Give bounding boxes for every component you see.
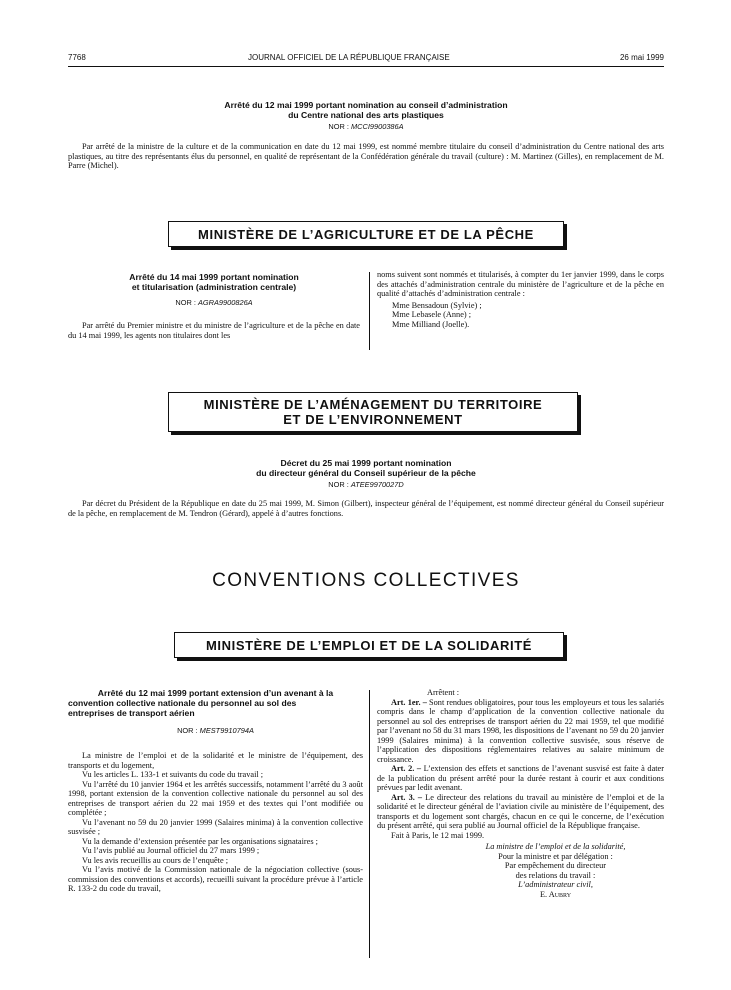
visa-paragraph: Vu l’avis publié au Journal officiel du 27 mars 1999 ; [82, 846, 260, 855]
nor-reference: NOR : AGRA9900826A [175, 298, 253, 307]
journal-title: JOURNAL OFFICIEL DE LA RÉPUBLIQUE FRANÇAISE [248, 53, 450, 62]
article-2: Art. 2. – L’extension des effets et sanctions de l’avenant susvisé est faite à dater de la publication du présent arrêté pour la durée restant à courir et aux conditions prévues par ledit avenant. [377, 764, 664, 792]
issue-date: 26 mai 1999 [619, 53, 664, 62]
nor-code: ATEE9970027D [350, 480, 404, 489]
arrete-title [68, 100, 664, 120]
section-emploi-right [377, 688, 664, 899]
ministry-box-agriculture: MINISTÈRE DE L’AGRICULTURE ET DE LA PÊCHE [168, 221, 564, 247]
arrete-body: Par arrêté du Premier ministre et du ministre de l’agriculture et de la pêche en date du 14 mai 1999, les agents non titulaires dont les [68, 321, 360, 340]
visa-paragraph: Vu les articles L. 133-1 et suivants du code du travail ; [82, 770, 264, 779]
header-rule [68, 66, 664, 67]
column-divider [369, 272, 370, 350]
ministry-box-amenagement: MINISTÈRE DE L’AMÉNAGEMENT DU TERRITOIRE ET DE L’ENVIRONNEMENT [168, 392, 578, 432]
nor-code: MEST9910794A [199, 726, 254, 735]
nor-code: AGRA9900826A [197, 298, 253, 307]
section-agriculture-left [68, 272, 360, 340]
section-culture-arrete [68, 100, 664, 171]
arrete-body: Par arrêté de la ministre de la culture et de la communication en date du 12 mai 1999, est nommé membre titulaire du conseil d’administration du Centre national des arts plastiques, au titre des représentants élus du personnel, en qualité de représentant de la Confédération générale du travail (culture) : M. Martinez (Gilles), en remplacement de M. Parre (Michel). [68, 142, 664, 170]
nor-reference: NOR : MCCI9900386A [328, 122, 404, 131]
nor-reference: NOR : MEST9910794A [177, 726, 254, 735]
conventions-heading: CONVENTIONS COLLECTIVES [212, 570, 520, 591]
arrete-title: Arrêté du 12 mai 1999 portant extension d’un avenant à la convention collective nationale du personnel au sol des entreprises de transport aérien [68, 688, 334, 718]
visa-paragraph: Vu les avis recueillis au cours de l’enquête ; [82, 855, 229, 865]
ministry-box-emploi: MINISTÈRE DE L’EMPLOI ET DE LA SOLIDARITÉ [174, 632, 564, 658]
visa-paragraph: La ministre de l’emploi et de la solidarité et le ministre de l’équipement, des transports et du logement, [68, 751, 363, 770]
visa-paragraph: Vu l’avis motivé de la Commission nationale de la négociation collective (sous-commission des conventions et accords), recueilli suivant la procédure prévue à l’article R. 133-2 du code du travail, [68, 865, 363, 893]
nor-code: MCCI9900386A [351, 122, 404, 131]
fait-a-paris: Fait à Paris, le 12 mai 1999. [391, 830, 485, 840]
visas [68, 751, 363, 894]
signature-block: La ministre de l’emploi et de la solidarité, Pour la ministre et par délégation : Par empêchement du directeur des relations du travail : L’administrateur civil, E. Aubry [377, 842, 664, 899]
running-header [68, 53, 664, 65]
articles [377, 688, 664, 840]
nor-reference: NOR : ATEE9970027D [328, 480, 404, 489]
visa-paragraph: Vu l’arrêté du 10 janvier 1964 et les arrêtés successifs, notamment l’arrêté du 3 août 1998, portant extension de la convention collective nationale du personnel au sol des entreprises de transport aérien du 22 mai 1959 et des textes qui l’ont modifiée ou complétée ; [68, 779, 363, 817]
list-item: Mme Bensadoun (Sylvie) ; [392, 300, 482, 310]
page-number: 7768 [68, 53, 86, 62]
decret-title: Décret du 25 mai 1999 portant nomination du directeur général du Conseil supérieur de la pêche [256, 458, 476, 478]
title-line: Arrêté du 12 mai 1999 portant nomination au conseil d’administration [224, 100, 508, 110]
decret-body: Par décret du Président de la République en date du 25 mai 1999, M. Simon (Gilbert), inspecteur général de l’équipement, est nommé directeur général du Conseil supérieur de la pêche, en remplacement de M. Tendron (Gérard), appelé à d’autres fonctions. [68, 499, 664, 518]
column-divider [369, 690, 370, 958]
arretent: Arrêtent : [427, 688, 460, 697]
section-amenagement-decret [68, 458, 664, 518]
arrete-title: Arrêté du 14 mai 1999 portant nomination et titularisation (administration centrale) [129, 272, 299, 292]
article-3: Art. 3. – Le directeur des relations du travail au ministère de l’emploi et de la solidarité et le directeur général de l’aviation civile au ministère de l’équipement, des transports et du logement sont chargés, chacun en ce qui le concerne, de l’exécution du présent arrêté, qui sera publié au Journal officiel de la République française. [377, 792, 665, 830]
names-list [377, 301, 664, 330]
visa-paragraph: Vu la demande d’extension présentée par les organisations signataires ; [82, 836, 318, 846]
list-item: Mme Milliand (Joelle). [392, 319, 470, 329]
section-agriculture-right [377, 270, 664, 329]
visa-paragraph: Vu l’avenant no 59 du 20 janvier 1999 (Salaires minima) à la convention collective susvisée ; [68, 817, 363, 836]
list-item: Mme Lebasele (Anne) ; [392, 310, 472, 319]
article-1: Art. 1er. – Sont rendues obligatoires, pour tous les employeurs et tous les salariés compris dans le champ d’application de la convention collective nationale du personnel au sol des entreprises de transport aérien du 22 mai 1959, tel que modifié par l’avenant no 58 du 31 mars 1998, les dispositions de l’avenant no 59 du 20 janvier 1999 (Salaires minima) à la convention collective susvisée, sous réserve de l’application des dispositions réglementaires relatives au salaire minimum de croissance. [377, 697, 665, 764]
signatory-name: E. Aubry [539, 889, 572, 899]
section-emploi-left [68, 688, 363, 894]
arrete-body-continued: noms suivent sont nommés et titularisés, à compter du 1er janvier 1999, dans le corps des attachés d’administration centrale du ministère de l’agriculture et de la pêche en qualité d’attachés d’administration centrale : [377, 270, 664, 298]
title-line: du Centre national des arts plastiques [288, 110, 444, 120]
